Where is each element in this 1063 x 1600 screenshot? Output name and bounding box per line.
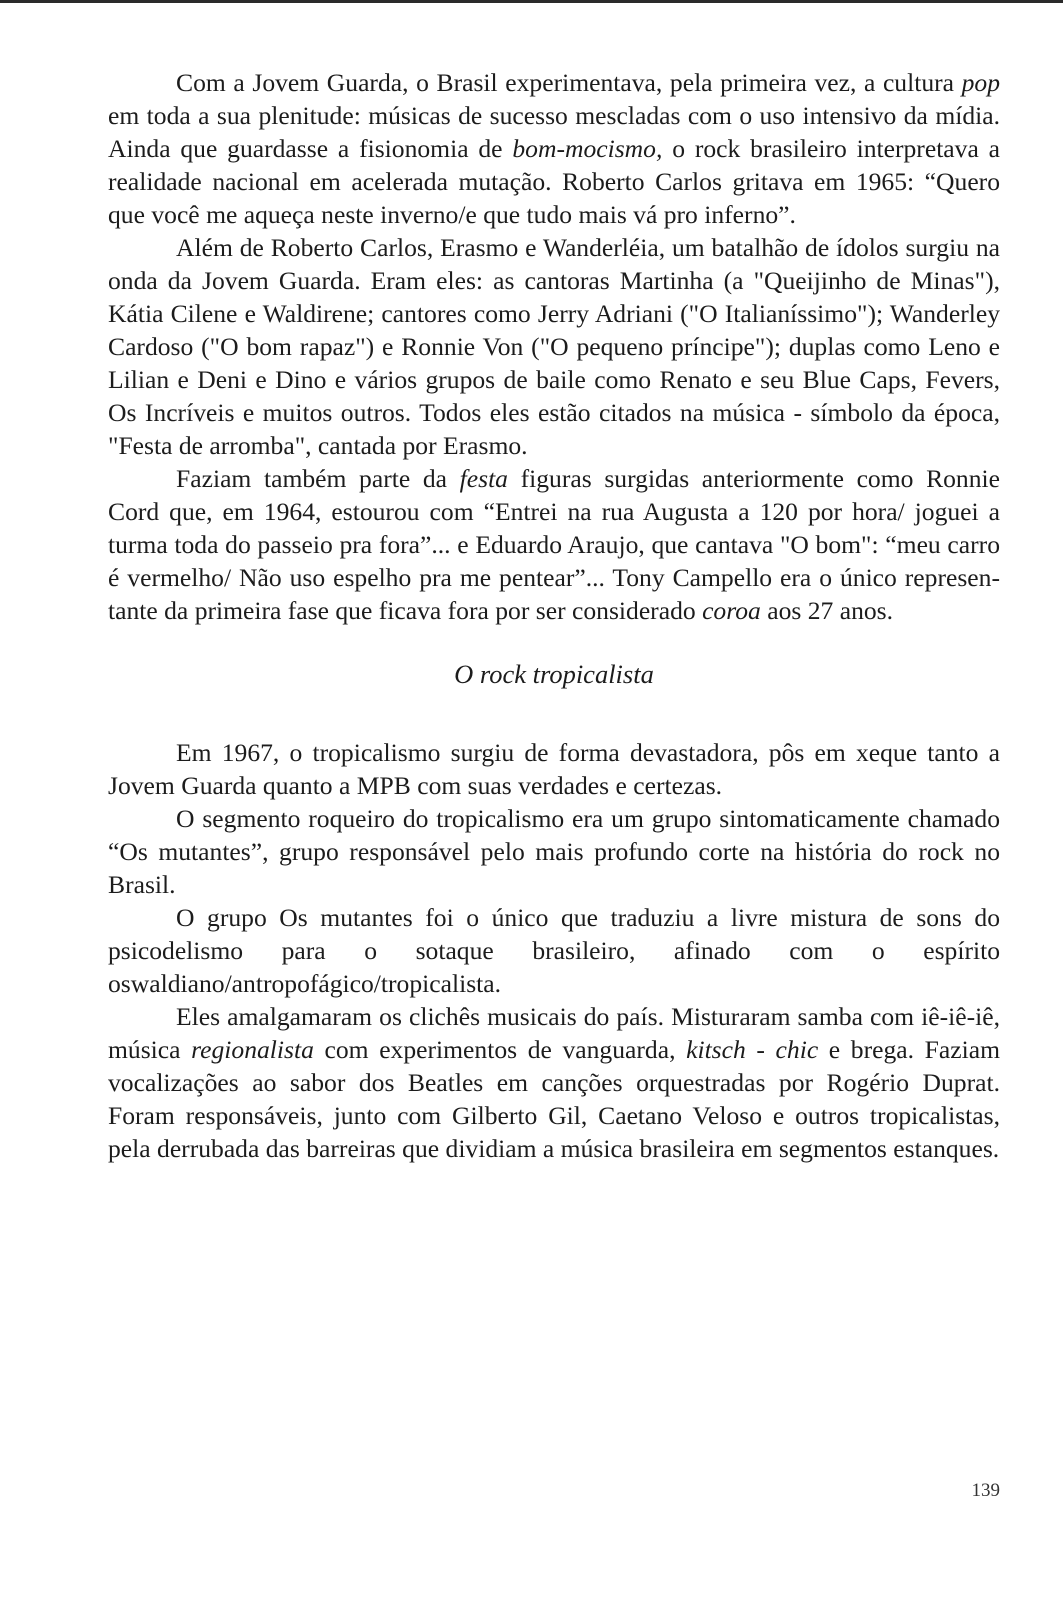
text-run: Em 1967, o tropicalismo surgiu de forma devastadora, pôs em xeque tanto a Jovem Guarda quanto a MPB com suas verdades e certezas. bbox=[108, 738, 1000, 800]
text-run: O segmento roqueiro do tropicalismo era um grupo sintomaticamente chamado “Os mutantes”, grupo responsável pelo mais profundo corte na história do rock no Brasil. bbox=[108, 804, 1000, 899]
text-run: O grupo Os mutantes foi o único que traduziu a livre mistura de sons do psicodelismo para o sotaque brasileiro, afinado com o espírito oswaldiano/antropofágico/tropicalista. bbox=[108, 903, 1000, 998]
page-number: 139 bbox=[971, 1480, 1000, 1501]
text-run: com experimentos de vanguarda, bbox=[313, 1035, 687, 1064]
body-paragraph bbox=[108, 66, 1000, 231]
text-run: Além de Roberto Carlos, Erasmo e Wanderléia, um batalhão de ídolos surgiu na onda da Jovem Guarda. Eram eles: as cantoras Martinha (a "Queijinho de Minas"), Kátia Cilene e Waldirene; cantores como Jerry Adriani ("O Italianíssimo"); Wanderley Cardoso ("O bom rapaz") e Ronnie Von ("O pequeno príncipe"); duplas como Leno e Lilian e Deni e Dino e vários grupos de baile como Renato e seu Blue Caps, Fevers, Os Incríveis e muitos outros. Todos eles estão citados na música - símbolo da época, "Festa de arromba", cantada por Erasmo. bbox=[108, 233, 1000, 460]
italic-text-run: kitsch - chic bbox=[686, 1035, 819, 1064]
italic-text-run: coroa bbox=[702, 596, 761, 625]
text-block-jovem-guarda bbox=[108, 66, 1000, 627]
italic-text-run: bom-mocismo, bbox=[512, 134, 663, 163]
text-run: figuras surgidas anteriormente como Ronnie Cord que, em 1964, estourou com “Entrei na rua Augusta a 120 por hora/ joguei a turma toda do passeio pra fora”... e Eduardo Araujo, que cantava "O bom": “meu carro é vermelho/ Não uso espelho pra me pentear”... Tony Campello era o único representante da primeira fase que ficava fora por ser considerado bbox=[108, 464, 1000, 625]
body-paragraph bbox=[108, 231, 1000, 462]
text-run: Com a Jovem Guarda, o Brasil experimentava, pela primeira vez, a cultura bbox=[176, 68, 962, 97]
text-block-tropicalismo bbox=[108, 736, 1000, 1165]
body-paragraph bbox=[108, 802, 1000, 901]
text-run: Eles amalgamaram os clichês musicais do país. Misturaram samba com iê-iê-iê, música bbox=[108, 1002, 1000, 1064]
italic-text-run: regionalista bbox=[191, 1035, 314, 1064]
italic-text-run: festa bbox=[459, 464, 508, 493]
text-run: Faziam também parte da bbox=[176, 464, 460, 493]
text-run: o rock brasileiro interpretava a realidade nacional em acelerada mutação. Roberto Carlos gritava em 1965: “Quero que você me aqueça neste inverno/e que tudo mais vá pro inferno”. bbox=[108, 134, 1001, 229]
body-paragraph bbox=[108, 462, 1000, 627]
italic-text-run: pop bbox=[961, 68, 1000, 97]
page-body bbox=[108, 66, 1000, 1165]
body-paragraph bbox=[108, 1000, 1000, 1165]
top-edge-rule bbox=[0, 0, 1063, 3]
text-run: e brega. Faziam vocalizações ao sabor dos Beatles em canções orquestradas por Rogério Duprat. Foram responsáveis, junto com Gilberto Gil, Caetano Veloso e outros tropicalistas, pela derrubada das barreiras que dividiam a música brasileira em segmentos estanques. bbox=[108, 1035, 1000, 1163]
text-run: aos 27 anos. bbox=[760, 596, 894, 625]
text-run: em toda a sua plenitude: músicas de sucesso mescladas com o uso intensivo da mídia. Ainda que guardasse a fisionomia de bbox=[108, 101, 1000, 163]
body-paragraph bbox=[108, 736, 1000, 802]
body-paragraph bbox=[108, 901, 1000, 1000]
section-heading: O rock tropicalista bbox=[454, 659, 654, 689]
